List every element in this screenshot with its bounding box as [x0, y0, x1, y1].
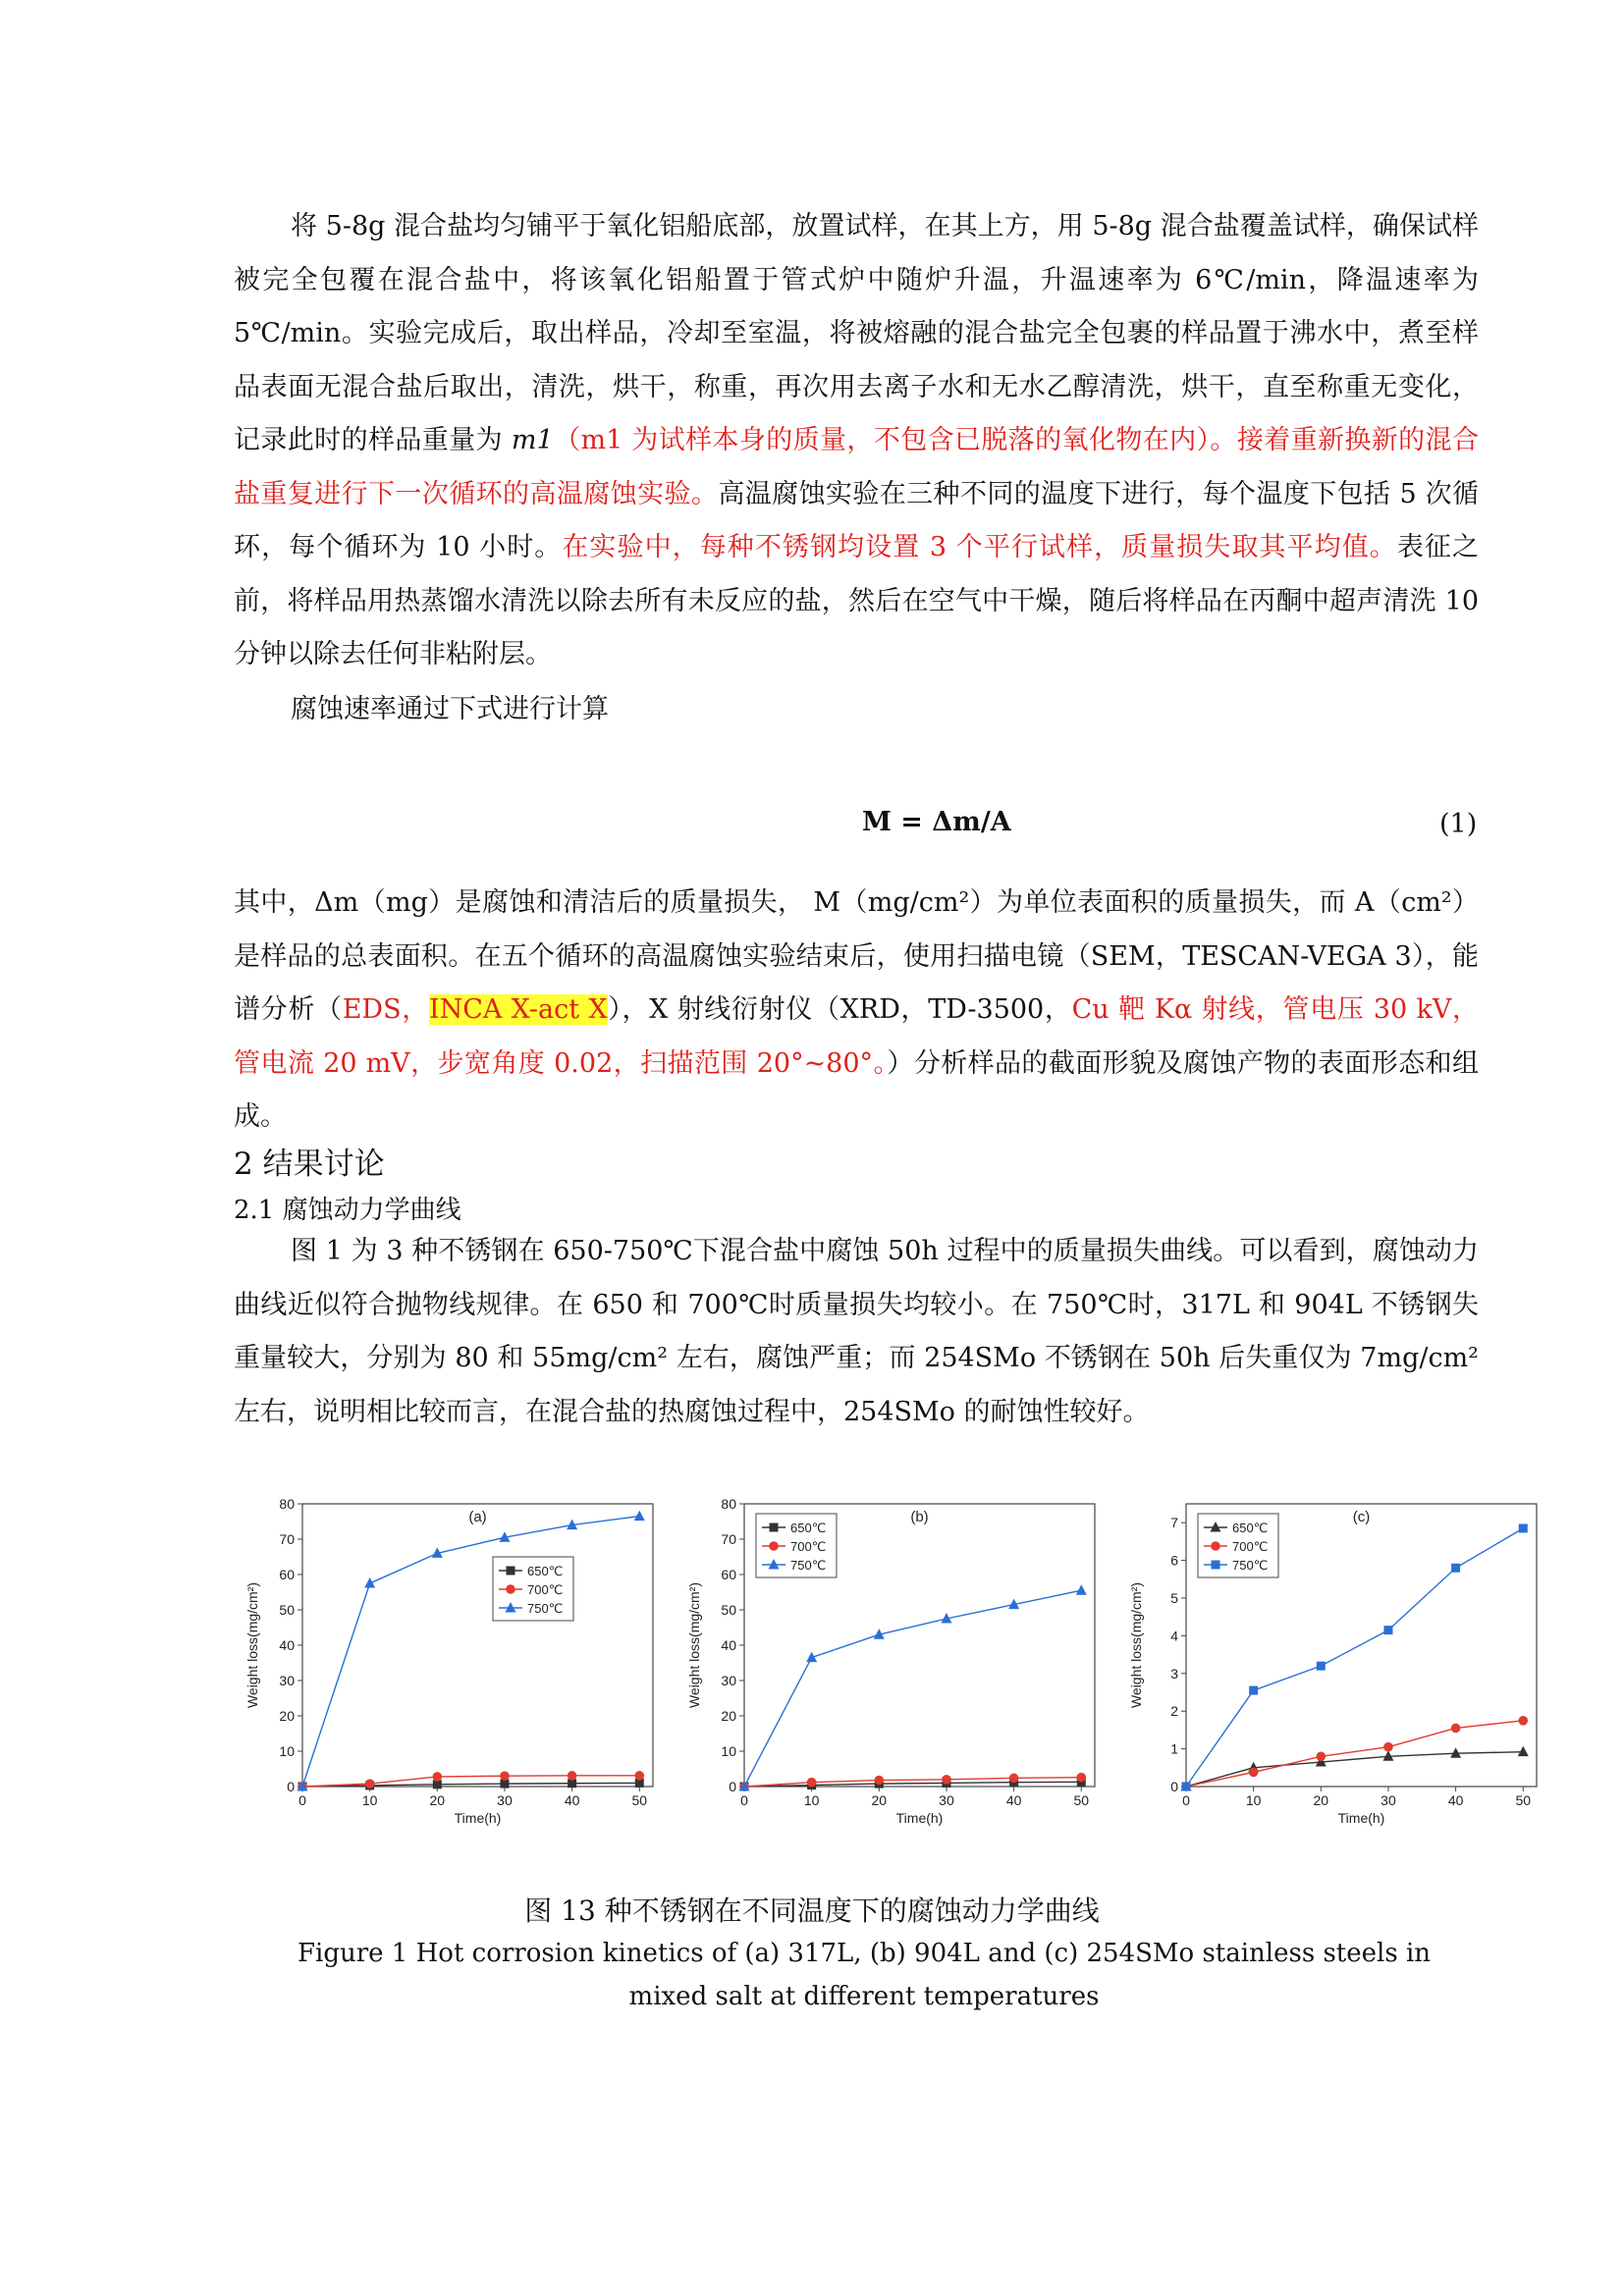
data-point — [807, 1778, 817, 1788]
paragraph-1-text-b: 高温腐蚀实验在三种不同的温度下进行，每个温度下包括 5 次循环，每个循环为 10 小时。 — [234, 478, 1480, 562]
data-point — [1451, 1724, 1461, 1734]
data-point — [1249, 1768, 1259, 1778]
x-tick-label: 50 — [631, 1792, 648, 1808]
data-point — [364, 1577, 375, 1588]
y-tick-label: 20 — [279, 1708, 295, 1724]
eds-red: EDS， — [342, 994, 429, 1025]
formula: M = Δm/A — [862, 807, 1011, 837]
x-tick-label: 20 — [429, 1792, 446, 1808]
chart-title: (b) — [910, 1509, 929, 1525]
paragraph-1 — [234, 200, 1479, 682]
equation-number: (1) — [1439, 809, 1478, 839]
x-tick-label: 10 — [361, 1792, 378, 1808]
series-line-700℃ — [302, 1776, 639, 1787]
y-tick-label: 50 — [721, 1602, 736, 1618]
paragraph-4: 图 1 为 3 种不锈钢在 650-750℃下混合盐中腐蚀 50h 过程中的质量损失曲线。可以看到，腐蚀动力曲线近似符合抛物线规律。在 650 和 700℃时质量损失均较小。在 750℃时，317L 和 904L 不锈钢失重量较大，分别为 80 和 55mg/cm² 左右，腐蚀严重；而 254SMo 不锈钢在 50h 后失重仅为 7mg/cm² 左右，说明相比较而言，在混合盐的热腐蚀过程中，254SMo 的耐蚀性较好。 — [234, 1236, 1479, 1427]
y-tick-label: 80 — [279, 1496, 295, 1512]
paragraph-3-text-c: ）分析样品的截面形貌及腐蚀产物的表面形态和组成。 — [234, 1047, 1479, 1132]
y-tick-label: 60 — [721, 1567, 736, 1582]
paragraph-3 — [234, 877, 1479, 1145]
legend-label: 750℃ — [527, 1601, 564, 1616]
data-point — [875, 1776, 885, 1786]
legend-label: 700℃ — [1232, 1539, 1269, 1554]
data-point — [1383, 1626, 1392, 1634]
series-line-650℃ — [744, 1782, 1081, 1787]
chart-a — [236, 1472, 668, 1845]
y-tick-label: 0 — [729, 1779, 736, 1794]
y-tick-label: 70 — [279, 1531, 295, 1547]
data-point — [634, 1771, 644, 1781]
red-note-2: 在实验中，每种不锈钢均设置 3 个平行试样，质量损失取其平均值。 — [562, 532, 1397, 562]
x-tick-label: 10 — [803, 1792, 820, 1808]
y-tick-label: 6 — [1170, 1552, 1178, 1569]
legend-label: 700℃ — [527, 1582, 564, 1597]
paragraph-3-text-a: 其中，Δm（mg）是腐蚀和清洁后的质量损失， M（mg/cm²）为单位表面积的质量损失，而 A（cm²）是样品的总表面积。在五个循环的高温腐蚀实验结束后，使用扫描电镜（SEM，TESCAN-VEGA 3），能谱分析（ — [234, 887, 1479, 1025]
data-point — [1317, 1751, 1326, 1761]
y-axis-label: Weight loss(mg/cm²) — [244, 1581, 260, 1709]
data-point — [1076, 1773, 1086, 1783]
data-point — [1519, 1523, 1528, 1532]
y-axis-label: Weight loss(mg/cm²) — [1128, 1581, 1144, 1709]
y-tick-label: 40 — [721, 1637, 736, 1653]
data-point — [1009, 1774, 1019, 1784]
data-point — [634, 1511, 645, 1522]
data-point — [1518, 1716, 1528, 1726]
legend-marker — [1212, 1561, 1220, 1570]
data-point — [1182, 1783, 1191, 1791]
data-point — [1317, 1662, 1326, 1671]
figure-caption-zh: 图 13 种不锈钢在不同温度下的腐蚀动力学曲线 — [524, 1895, 1100, 1927]
subsection-title: 2.1 腐蚀动力学曲线 — [234, 1196, 461, 1225]
y-tick-label: 10 — [279, 1743, 295, 1759]
y-tick-label: 2 — [1170, 1703, 1178, 1720]
legend-marker — [507, 1567, 515, 1575]
data-point — [433, 1772, 443, 1782]
data-point — [1076, 1584, 1087, 1595]
legend-marker — [506, 1584, 515, 1594]
chart-c — [1119, 1472, 1551, 1845]
chart-b — [677, 1472, 1110, 1845]
paragraph-2: 腐蚀速率通过下式进行计算 — [291, 694, 609, 724]
y-tick-label: 3 — [1170, 1665, 1178, 1682]
paragraph-3-text-b: ），X 射线衍射仪（XRD，TD-3500， — [607, 994, 1072, 1025]
data-point — [568, 1771, 577, 1781]
x-axis-label: Time(h) — [1337, 1810, 1385, 1826]
y-tick-label: 70 — [721, 1531, 736, 1547]
y-tick-label: 0 — [287, 1779, 295, 1794]
xrd-params-red: Cu 靶 Kα 射线，管电压 30 kV，管电流 20 mV，步宽角度 0.02，扫描范围 20°~80°。 — [234, 994, 1479, 1079]
chart-title: (c) — [1352, 1509, 1371, 1525]
legend-label: 650℃ — [790, 1521, 827, 1535]
y-tick-label: 7 — [1170, 1515, 1178, 1531]
y-tick-label: 4 — [1170, 1628, 1178, 1644]
y-tick-label: 5 — [1170, 1590, 1178, 1606]
y-axis-label: Weight loss(mg/cm²) — [686, 1581, 702, 1709]
x-tick-label: 50 — [1515, 1792, 1532, 1808]
y-tick-label: 30 — [279, 1673, 295, 1688]
inca-highlight: INCA X-act X — [428, 994, 608, 1025]
chart-title: (a) — [468, 1509, 487, 1525]
paragraph-1-text-c: 表征之前，将样品用热蒸馏水清洗以除去所有未反应的盐，然后在空气中干燥，随后将样品在丙酮中超声清洗 10 分钟以除去任何非粘附层。 — [234, 532, 1479, 669]
x-tick-label: 30 — [939, 1792, 954, 1808]
legend-marker — [770, 1523, 779, 1532]
data-point — [1249, 1686, 1258, 1695]
x-tick-label: 0 — [1182, 1792, 1190, 1808]
x-tick-label: 0 — [740, 1792, 748, 1808]
x-tick-label: 40 — [1005, 1792, 1022, 1808]
y-tick-label: 30 — [721, 1673, 736, 1688]
legend-label: 750℃ — [790, 1558, 827, 1573]
x-tick-label: 20 — [1313, 1792, 1329, 1808]
y-tick-label: 20 — [721, 1708, 736, 1724]
legend-label: 750℃ — [1232, 1558, 1269, 1573]
y-tick-label: 50 — [279, 1602, 295, 1618]
data-point — [1451, 1564, 1460, 1573]
series-line-650℃ — [1186, 1752, 1523, 1787]
data-point — [942, 1775, 951, 1785]
data-point — [1518, 1746, 1529, 1757]
y-tick-label: 1 — [1170, 1740, 1178, 1757]
x-tick-label: 0 — [298, 1792, 306, 1808]
x-axis-label: Time(h) — [454, 1810, 502, 1826]
x-tick-label: 40 — [1447, 1792, 1464, 1808]
legend-marker — [769, 1541, 779, 1551]
data-point — [500, 1771, 510, 1781]
data-point — [1383, 1742, 1393, 1752]
red-note-1: （m1 为试样本身的质量，不包含已脱落的氧化物在内）。接着重新换新的混合盐重复进行下一次循环的高温腐蚀实验。 — [234, 425, 1479, 509]
section-title: 2 结果讨论 — [234, 1147, 385, 1182]
series-line-750℃ — [302, 1517, 639, 1787]
legend-marker — [1211, 1541, 1220, 1551]
legend-label: 700℃ — [790, 1539, 827, 1554]
x-tick-label: 10 — [1245, 1792, 1262, 1808]
y-tick-label: 60 — [279, 1567, 295, 1582]
x-tick-label: 40 — [564, 1792, 580, 1808]
y-tick-label: 80 — [721, 1496, 736, 1512]
y-tick-label: 10 — [721, 1743, 736, 1759]
m1-symbol: m1 — [511, 425, 554, 455]
legend-label: 650℃ — [527, 1564, 564, 1578]
series-line-750℃ — [744, 1590, 1081, 1787]
x-axis-label: Time(h) — [895, 1810, 944, 1826]
x-tick-label: 20 — [871, 1792, 888, 1808]
x-tick-label: 30 — [1380, 1792, 1396, 1808]
figure-caption-en: Figure 1 Hot corrosion kinetics of (a) 317L, (b) 904L and (c) 254SMo stainless steels in mixed salt at different temperatures — [297, 1939, 1432, 2011]
legend-label: 650℃ — [1232, 1521, 1269, 1535]
data-point — [365, 1779, 375, 1789]
paragraph-1-text-a: 将 5-8g 混合盐均匀铺平于氧化铝船底部，放置试样，在其上方，用 5-8g 混合盐覆盖试样，确保试样被完全包覆在混合盐中，将该氧化铝船置于管式炉中随炉升温，升温速率为 6℃/min，降温速率为 5℃/min。实验完成后，取出样品，冷却至室温，将被熔融的混合盐完全包裹的样品置于沸水中，煮至样品表面无混合盐后取出，清洗，烘干，称重，再次用去离子水和无水乙醇清洗，烘干，直至称重无变化，记录此时的样品重量为 — [234, 211, 1479, 455]
x-tick-label: 30 — [497, 1792, 513, 1808]
y-tick-label: 40 — [279, 1637, 295, 1653]
y-tick-label: 0 — [1170, 1779, 1178, 1794]
x-tick-label: 50 — [1073, 1792, 1090, 1808]
plot-frame — [302, 1504, 653, 1787]
